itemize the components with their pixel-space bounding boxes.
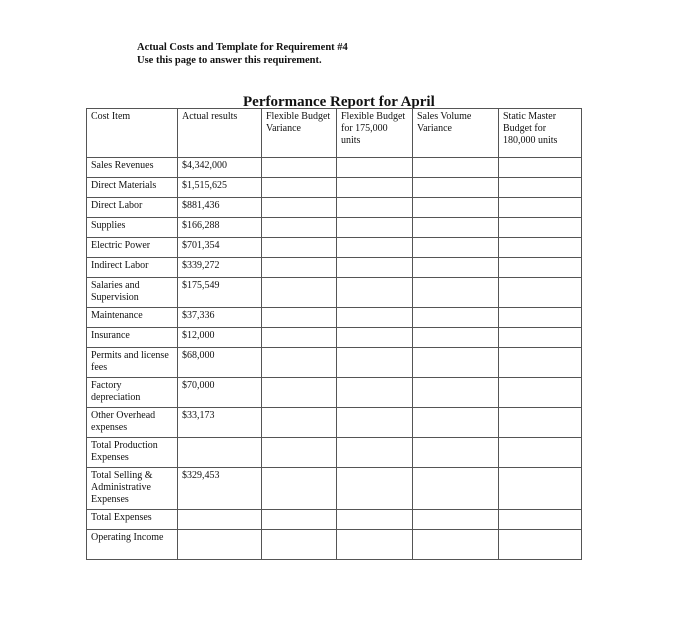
empty-cell[interactable] [337,348,413,378]
empty-cell[interactable] [413,348,499,378]
empty-cell[interactable] [337,198,413,218]
empty-cell[interactable] [262,438,337,468]
table-row [87,530,582,560]
empty-cell[interactable] [413,258,499,278]
empty-cell[interactable] [499,258,582,278]
empty-cell[interactable] [262,468,337,510]
table-row [87,510,582,530]
table-row [87,158,582,178]
empty-cell[interactable] [262,198,337,218]
cost-item-cell: Indirect Labor [87,258,178,278]
empty-cell[interactable] [262,178,337,198]
actual-result-cell [178,438,262,468]
empty-cell[interactable] [499,348,582,378]
cost-item-cell: Operating Income [87,530,178,560]
column-header: Static Master Budget for 180,000 units [499,109,582,158]
empty-cell[interactable] [499,530,582,560]
empty-cell[interactable] [337,530,413,560]
empty-cell[interactable] [262,510,337,530]
actual-result-cell: $37,336 [178,308,262,328]
empty-cell[interactable] [499,378,582,408]
empty-cell[interactable] [337,278,413,308]
actual-result-cell: $68,000 [178,348,262,378]
heading-line-1: Actual Costs and Template for Requirement #4 [137,42,348,53]
empty-cell[interactable] [262,530,337,560]
table-row [87,238,582,258]
empty-cell[interactable] [337,178,413,198]
empty-cell[interactable] [262,238,337,258]
cost-item-cell: Electric Power [87,238,178,258]
column-header: Flexible Budget Variance [262,109,337,158]
empty-cell[interactable] [337,308,413,328]
empty-cell[interactable] [262,348,337,378]
table-row [87,348,582,378]
empty-cell[interactable] [337,378,413,408]
empty-cell[interactable] [499,218,582,238]
table-header-row [87,109,582,158]
empty-cell[interactable] [337,468,413,510]
empty-cell[interactable] [337,238,413,258]
empty-cell[interactable] [499,178,582,198]
cost-item-cell: Sales Revenues [87,158,178,178]
cost-item-cell: Total Selling & Administrative Expenses [87,468,178,510]
empty-cell[interactable] [413,468,499,510]
empty-cell[interactable] [262,378,337,408]
empty-cell[interactable] [262,158,337,178]
actual-result-cell: $166,288 [178,218,262,238]
report-title: Performance Report for April [243,94,435,110]
empty-cell[interactable] [337,438,413,468]
heading-line-2: Use this page to answer this requirement. [137,55,322,66]
empty-cell[interactable] [413,510,499,530]
actual-result-cell [178,530,262,560]
empty-cell[interactable] [413,408,499,438]
actual-result-cell: $329,453 [178,468,262,510]
empty-cell[interactable] [499,308,582,328]
cost-item-cell: Permits and license fees [87,348,178,378]
actual-result-cell: $70,000 [178,378,262,408]
performance-report-table [86,108,582,560]
actual-result-cell: $4,342,000 [178,158,262,178]
table-row [87,198,582,218]
table-row [87,178,582,198]
actual-result-cell: $12,000 [178,328,262,348]
cost-item-cell: Direct Labor [87,198,178,218]
cost-item-cell: Supplies [87,218,178,238]
empty-cell[interactable] [413,218,499,238]
empty-cell[interactable] [413,530,499,560]
empty-cell[interactable] [413,238,499,258]
table-row [87,258,582,278]
actual-result-cell: $33,173 [178,408,262,438]
empty-cell[interactable] [337,258,413,278]
empty-cell[interactable] [337,158,413,178]
cost-item-cell: Insurance [87,328,178,348]
empty-cell[interactable] [413,278,499,308]
empty-cell[interactable] [262,408,337,438]
cost-item-cell: Other Overhead expenses [87,408,178,438]
actual-result-cell [178,510,262,530]
table-row [87,408,582,438]
actual-result-cell: $339,272 [178,258,262,278]
cost-item-cell: Total Expenses [87,510,178,530]
empty-cell[interactable] [499,238,582,258]
empty-cell[interactable] [262,218,337,238]
actual-result-cell: $1,515,625 [178,178,262,198]
empty-cell[interactable] [499,328,582,348]
empty-cell[interactable] [413,328,499,348]
table-row [87,378,582,408]
empty-cell[interactable] [413,308,499,328]
empty-cell[interactable] [337,218,413,238]
cost-item-cell: Factory depreciation [87,378,178,408]
page-heading [137,41,348,67]
actual-result-cell: $701,354 [178,238,262,258]
table-row [87,468,582,510]
empty-cell[interactable] [413,158,499,178]
empty-cell[interactable] [499,468,582,510]
cost-item-cell: Maintenance [87,308,178,328]
empty-cell[interactable] [413,438,499,468]
empty-cell[interactable] [499,510,582,530]
empty-cell[interactable] [262,258,337,278]
empty-cell[interactable] [337,510,413,530]
empty-cell[interactable] [262,308,337,328]
column-header: Flexible Budget for 175,000 units [337,109,413,158]
column-header: Sales Volume Variance [413,109,499,158]
table-row [87,328,582,348]
table-row [87,438,582,468]
empty-cell[interactable] [413,178,499,198]
empty-cell[interactable] [262,278,337,308]
empty-cell[interactable] [499,438,582,468]
column-header: Actual results [178,109,262,158]
empty-cell[interactable] [499,198,582,218]
empty-cell[interactable] [337,328,413,348]
empty-cell[interactable] [499,158,582,178]
cost-item-cell: Direct Materials [87,178,178,198]
table-row [87,218,582,238]
empty-cell[interactable] [499,408,582,438]
table-row [87,308,582,328]
table-row [87,278,582,308]
actual-result-cell: $175,549 [178,278,262,308]
cost-item-cell: Total Production Expenses [87,438,178,468]
actual-result-cell: $881,436 [178,198,262,218]
column-header: Cost Item [87,109,178,158]
empty-cell[interactable] [262,328,337,348]
empty-cell[interactable] [413,378,499,408]
empty-cell[interactable] [337,408,413,438]
empty-cell[interactable] [499,278,582,308]
cost-item-cell: Salaries and Supervision [87,278,178,308]
empty-cell[interactable] [413,198,499,218]
